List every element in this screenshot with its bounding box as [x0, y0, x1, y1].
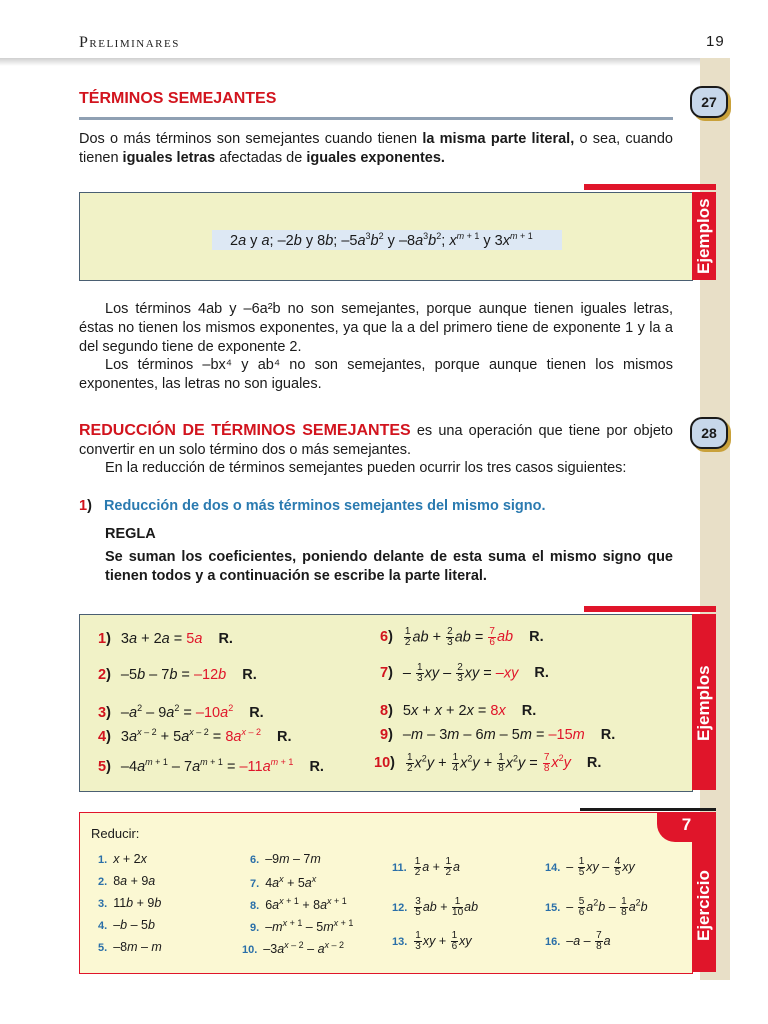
- example-2: 2) –5b – 7b = –12b R.: [98, 667, 257, 683]
- bold-text: iguales letras: [122, 150, 216, 166]
- example-7: 7) – $\frac{1}{3}$ xy – $\frac{2}{3}$ xy = –xy R.: [380, 662, 549, 684]
- ejemplos-tab-1: [692, 192, 716, 280]
- case-title: Reducción de dos o más términos semejantes del mismo signo.: [103, 498, 546, 514]
- page-number: 19: [706, 33, 725, 50]
- exercise-5: 5. –8m – m: [98, 940, 162, 954]
- exercise-14: 14. – $\frac{1}{5}$ xy – $\frac{4}{5}$ xy: [545, 856, 635, 878]
- exercise-side-tab: [692, 840, 716, 972]
- example-box-2: [79, 614, 693, 792]
- exercise-7: 7. $4a^x + 5a^x$: [250, 874, 317, 891]
- exercise-number-tab: 7: [657, 812, 716, 842]
- example-8: 8) 5x + x + 2x = 8x R.: [380, 703, 537, 719]
- example-4: 4) $3a^{x - 2} + 5a^{x - 2} = 8a^{x - 2}$ R.: [98, 727, 292, 745]
- exercise-label: Ejercicio: [694, 870, 713, 942]
- case-number: 1: [79, 498, 88, 514]
- case-heading: 1) Reducción de dos o más términos semejantes del mismo signo.: [79, 498, 546, 514]
- reduction-definition: [79, 421, 673, 460]
- example-9: 9) –m – 3m – 6m – 5m = –15m R.: [380, 727, 616, 743]
- exercise-6: 6. –9m – 7m: [250, 852, 321, 866]
- exercise-10: 10. $-3a^{x - 2} - a^{x - 2}$: [242, 940, 345, 957]
- definition-paragraph: [79, 130, 673, 168]
- exercise-8: 8. $6a^{x + 1} + 8a^{x + 1}$: [250, 896, 347, 913]
- exercise-9: 9. $-m^{x + 1} - 5m^{x + 1}$: [250, 918, 354, 935]
- example-1: 1) 3a + 2a = 5a R.: [98, 631, 233, 647]
- text: o sea, cuando tienen: [79, 131, 673, 166]
- ejemplos-tab-2: [692, 614, 716, 790]
- section-title-27: TÉRMINOS SEMEJANTES: [79, 90, 277, 107]
- rule-text: Se suman los coeficientes, poniendo delante de esta suma el mismo signo que tienen todos y a continuación se escribe la parte literal.: [105, 549, 673, 584]
- example-box-1: [79, 192, 693, 281]
- exercise-15: 15. – $\frac{5}{6}$ $a^2b$ – $\frac{1}{8}$ $a^2b$: [545, 896, 648, 918]
- example-10: 10) $\frac{1}{2}$ $x^2y$ + $\frac{1}{4}$ $x^2y$ + $\frac{1}{8}$ $x^2y$ = $\frac{7}{8}$ $x^2y$ R.: [374, 752, 602, 774]
- rule-label: REGLA: [105, 526, 156, 542]
- box-accent-bar: [584, 606, 716, 612]
- example-3: 3) $-a^2 - 9a^2 = -10a^2$ R.: [98, 703, 264, 721]
- exercise-4: 4. –b – 5b: [98, 918, 155, 932]
- explanation-paragraph-2: Los términos –bx⁴ y ab⁴ no son semejantes, porque aunque tienen los mismos exponentes, las letras no son iguales.: [79, 357, 673, 392]
- text: afectadas de: [215, 150, 307, 166]
- box-accent-bar: [584, 184, 716, 190]
- exercise-13: 13. $\frac{1}{3}$ xy + $\frac{1}{6}$ xy: [392, 930, 472, 952]
- example-5: 5) $-4a^{m + 1} - 7a^{m + 1} = -11a^{m + 1}$ R.: [98, 757, 324, 775]
- exercise-box: [79, 812, 693, 974]
- ejemplos-label: Ejemplos: [694, 198, 713, 274]
- exercise-12: 12. $\frac{3}{5}$ ab + $\frac{1}{10}$ ab: [392, 896, 479, 918]
- exercise-3: 3. 11b + 9b: [98, 896, 162, 910]
- title-rule: [79, 117, 673, 120]
- ejemplos-label: Ejemplos: [694, 665, 713, 741]
- exercise-1: 1. x + 2x: [98, 852, 147, 866]
- exercise-accent-bar: [580, 808, 716, 811]
- bold-text: iguales exponentes.: [306, 150, 445, 166]
- header-shadow: [0, 58, 700, 66]
- section-title-28: REDUCCIÓN DE TÉRMINOS SEMEJANTES: [79, 422, 411, 439]
- text: Dos o más términos son semejantes cuando tienen: [79, 131, 423, 147]
- exercise-11: 11. $\frac{1}{2}$ a + $\frac{1}{2}$ a: [392, 856, 460, 878]
- section-badge-27: 27: [690, 86, 728, 118]
- text: es una operación que tiene por objeto convertir en un solo término dos o más semejantes.: [79, 423, 673, 458]
- cases-intro: En la reducción de términos semejantes pueden ocurrir los tres casos siguientes:: [105, 460, 627, 476]
- exercise-2: 2. 8a + 9a: [98, 874, 156, 888]
- example-6: 6) $\frac{1}{2}$ ab + $\frac{2}{3}$ ab = $\frac{7}{6}$ ab R.: [380, 626, 544, 648]
- exercise-prompt: Reducir:: [91, 826, 140, 841]
- explanation-paragraph-1: Los términos 4ab y –6a²b no son semejantes, porque aunque tienen iguales letras, éstas no tienen los mismos exponentes, ya que la a del primero tiene de exponente 1 y la a del segundo tiene de exponente 2.: [79, 301, 673, 355]
- section-badge-28: 28: [690, 417, 728, 449]
- example-formula: 2a y a; –2b y 8b; $-5a^3b^2$ y $-8a^3b^2$; $x^{m + 1}$ y $3x^{m + 1}$: [230, 231, 533, 249]
- running-header-title: Preliminares: [79, 34, 180, 51]
- bold-text: la misma parte literal,: [422, 131, 575, 147]
- exercise-16: 16. –a – $\frac{7}{8}$ a: [545, 930, 611, 952]
